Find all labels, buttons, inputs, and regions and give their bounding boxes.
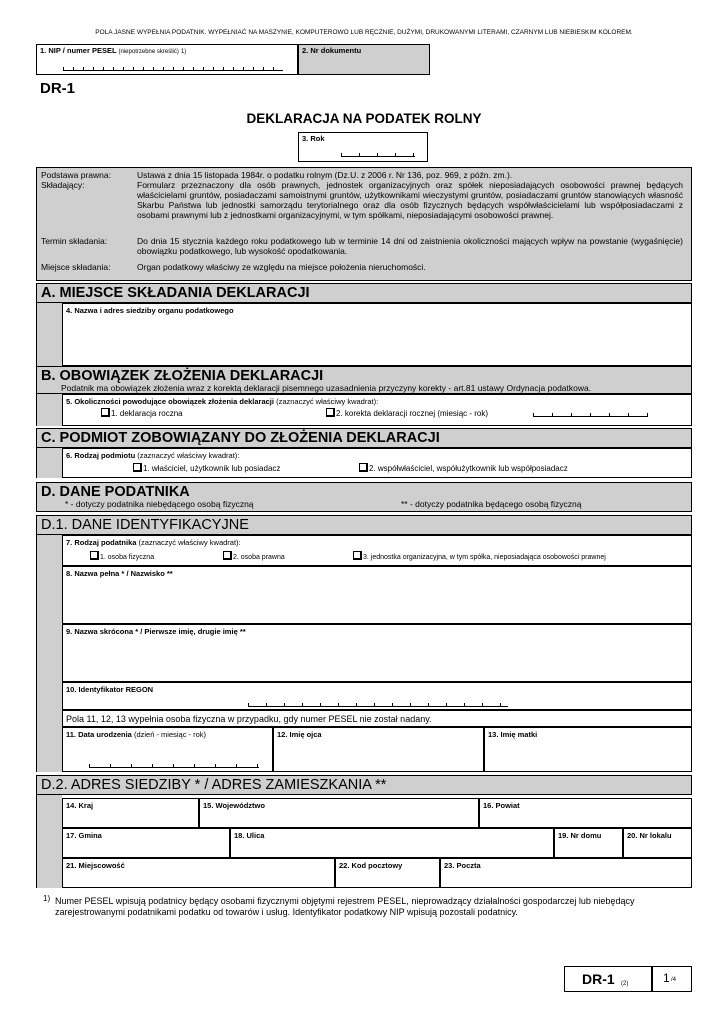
birth-date-field[interactable] (62, 727, 273, 772)
form-code: DR-1 (40, 80, 76, 97)
option-label: 2. korekta deklaracji rocznej (miesiąc - rok) (336, 409, 489, 418)
section-title: D. DANE PODATNIKA (41, 484, 190, 500)
field-label: 9. Nazwa skrócona * / Pierwsze imię, drugie imię ** (66, 627, 246, 636)
page-number-box (652, 966, 692, 992)
section-d2-margin (36, 795, 62, 888)
field-label: 4. Nazwa i adres siedziby organu podatkowego (66, 306, 234, 315)
option-label: 2. osoba prawna (233, 554, 285, 561)
circumstances-field (62, 394, 692, 426)
section-b-header (36, 366, 692, 394)
post-office-field[interactable] (440, 858, 692, 888)
section-d-header (36, 482, 692, 512)
footer-code: DR-1 (582, 971, 615, 987)
basis-text: Ustawa z dnia 15 listopada 1984r. o podatku rolnym (Dz.U. z 2006 r. Nr 136, poz. 969, z późn. zm.). (137, 170, 513, 180)
county-field[interactable] (479, 798, 692, 828)
field-note: (niepotrzebne skreślić) (118, 49, 179, 55)
filers-text: Formularz przeznaczony dla osób prawnych, jednostek organizacyjnych oraz spółek nieposiadających osobowości prawnej będących właścicielami gruntów, posiadaczami samoistnymi gruntów, użytkownikami wieczystymi gruntów, posiadaczami gruntów stanowiących własność Skarbu Państwa lub jednostki samorządu terytorialnego oraz dla osób fizycznych będących współwłaścicielami lub współposiadaczami z osobami prawnymi lub z jednostkami organizacyjnymi, w tym spółkami, nieposiadającymi osobowości prawnej. (137, 180, 683, 220)
note-natural-person: ** - dotyczy podatnika będącego osobą fizyczną (401, 499, 582, 509)
field-label: 11. Data urodzenia (66, 730, 132, 739)
field-label: 7. Rodzaj podatnika (66, 538, 137, 547)
field-label: 21. Miejscowość (66, 861, 125, 870)
section-a-margin (36, 303, 62, 366)
field-label: 15. Województwo (203, 801, 265, 810)
field-label: 16. Powiat (483, 801, 520, 810)
date-combs (89, 764, 259, 768)
month-year-combs (533, 413, 648, 417)
option-label: 3. jednostka organizacyjna, w tym spółka, nieposiadająca osobowości prawnej (363, 554, 606, 561)
section-d1-margin (36, 535, 62, 772)
section-d1-header: D.1. DANE IDENTYFIKACYJNE (36, 515, 692, 535)
option-label: 1. właściciel, użytkownik lub posiadacz (143, 464, 281, 473)
footer-form-code (564, 966, 652, 992)
entity-type-field (62, 448, 692, 478)
checkbox-icon[interactable] (359, 463, 368, 472)
option-annual[interactable] (101, 408, 183, 418)
tax-office-field[interactable] (62, 303, 692, 366)
street-field[interactable] (230, 828, 554, 858)
field-label: 22. Kod pocztowy (339, 861, 403, 870)
checkbox-icon[interactable] (353, 551, 362, 560)
info-block (36, 167, 692, 281)
field-label: 18. Ulica (234, 831, 265, 840)
place-text: Organ podatkowy właściwy ze względu na miejsce położenia nieruchomości. (137, 262, 426, 272)
regon-field[interactable] (62, 682, 692, 710)
section-d2-header: D.2. ADRES SIEDZIBY * / ADRES ZAMIESZKANIA ** (36, 775, 692, 795)
footnote-mark: 1) (43, 894, 51, 903)
field-label: 19. Nr domu (558, 831, 602, 840)
field-hint: (zaznaczyć właściwy kwadrat): (276, 397, 379, 406)
full-name-field[interactable] (62, 566, 692, 624)
field-hint: (zaznaczyć właściwy kwadrat): (138, 538, 241, 547)
digit-combs (248, 703, 508, 707)
father-name-field[interactable] (273, 727, 484, 772)
nip-pesel-field[interactable] (36, 44, 298, 75)
field-label: 14. Kraj (66, 801, 94, 810)
house-number-field[interactable] (554, 828, 623, 858)
checkbox-icon[interactable] (90, 551, 99, 560)
digit-combs (341, 153, 415, 157)
header-note: POLA JASNE WYPEŁNIA PODATNIK. WYPEŁNIAĆ NA MASZYNIE, KOMPUTEROWO LUB RĘCZNIE, DUŻYMI, DRUKOWANYMI LITERAMI, CZARNYM LUB NIEBIESKIM KOLOREM. (95, 29, 633, 36)
deadline-label: Termin składania: (41, 236, 108, 246)
note-legal-person: * - dotyczy podatnika niebędącego osobą fizyczną (65, 499, 254, 509)
option-co-owner[interactable] (359, 463, 568, 473)
field-label: 3. Rok (302, 134, 325, 143)
taxpayer-type-field (62, 535, 692, 566)
page-title: DEKLARACJA NA PODATEK ROLNY (246, 111, 482, 126)
field-label: 20. Nr lokalu (627, 831, 672, 840)
page-number: 1 (663, 971, 670, 985)
option-natural-person[interactable] (90, 551, 154, 561)
postal-code-field[interactable] (335, 858, 440, 888)
section-title: B. OBOWIĄZEK ZŁOŻENIA DEKLARACJI (41, 368, 324, 384)
option-correction[interactable] (326, 408, 488, 418)
deadline-text: Do dnia 15 stycznia każdego roku podatkowego lub w terminie 14 dni od zaistnienia okoliczności mających wpływ na powstanie (wygaśnięcie) obowiązku podatkowego, lub wysokość opodatkowania. (137, 236, 683, 256)
field-label: 8. Nazwa pełna * / Nazwisko ** (66, 569, 173, 578)
option-organizational-unit[interactable] (353, 551, 606, 561)
pesel-note-row (62, 710, 692, 727)
section-b-note: Podatnik ma obowiązek złożenia wraz z korektą deklaracji pisemnego uzasadnienia przyczyny korekty - art.81 ustawy Ordynacja podatkowa. (61, 383, 592, 393)
field-hint: (dzień - miesiąc - rok) (133, 730, 207, 739)
basis-label: Podstawa prawna: (41, 170, 111, 180)
city-field[interactable] (62, 858, 335, 888)
commune-field[interactable] (62, 828, 230, 858)
field-label: 23. Poczta (444, 861, 481, 870)
apartment-number-field[interactable] (623, 828, 692, 858)
mother-name-field[interactable] (484, 727, 692, 772)
checkbox-icon[interactable] (326, 408, 335, 417)
section-b-margin (36, 394, 62, 426)
field-label: 10. Identyfikator REGON (66, 685, 154, 694)
field-label: 1. NIP / numer PESEL (40, 46, 117, 55)
footer-version: (2) (621, 981, 629, 987)
pesel-note: Pola 11, 12, 13 wypełnia osoba fizyczna w przypadku, gdy numer PESEL nie został nadany. (66, 714, 432, 724)
filers-label: Składający: (41, 180, 85, 190)
field-label: 12. Imię ojca (277, 730, 322, 739)
checkbox-icon[interactable] (101, 408, 110, 417)
checkbox-icon[interactable] (133, 463, 142, 472)
page-count: /4 (671, 977, 677, 983)
option-label: 1. deklaracja roczna (111, 409, 183, 418)
field-label: 17. Gmina (66, 831, 102, 840)
country-field[interactable] (62, 798, 199, 828)
short-name-field[interactable] (62, 624, 692, 682)
year-field[interactable] (298, 132, 428, 162)
document-number-field (298, 44, 430, 75)
voivodeship-field[interactable] (199, 798, 479, 828)
option-label: 1. osoba fizyczna (100, 554, 155, 561)
field-label: 5. Okoliczności powodujące obowiązek złożenia deklaracji (66, 397, 274, 406)
field-hint: (zaznaczyć właściwy kwadrat): (137, 451, 240, 460)
section-c-header: C. PODMIOT ZOBOWIĄZANY DO ZŁOŻENIA DEKLARACJI (36, 428, 692, 448)
option-legal-person[interactable] (223, 551, 285, 561)
footnote-text: Numer PESEL wpisują podatnicy będący osobami fizycznymi objętymi rejestrem PESEL, nieprowadzący działalności gospodarczej lub niebędący zarejestrowanymi podatnikami podatku od towarów i usług. Identyfikator podatkowy NIP wpisują pozostali podatnicy. (55, 896, 635, 917)
field-label: 2. Nr dokumentu (302, 46, 362, 55)
checkbox-icon[interactable] (223, 551, 232, 560)
section-c-margin (36, 448, 62, 478)
digit-combs (63, 67, 283, 71)
footnote-ref: 1) (180, 49, 187, 55)
field-label: 6. Rodzaj podmiotu (66, 451, 136, 460)
field-label: 13. Imię matki (488, 730, 538, 739)
place-label: Miejsce składania: (41, 262, 111, 272)
option-label: 2. współwłaściciel, współużytkownik lub współposiadacz (369, 464, 568, 473)
option-owner[interactable] (133, 463, 280, 473)
section-a-header: A. MIEJSCE SKŁADANIA DEKLARACJI (36, 283, 692, 303)
